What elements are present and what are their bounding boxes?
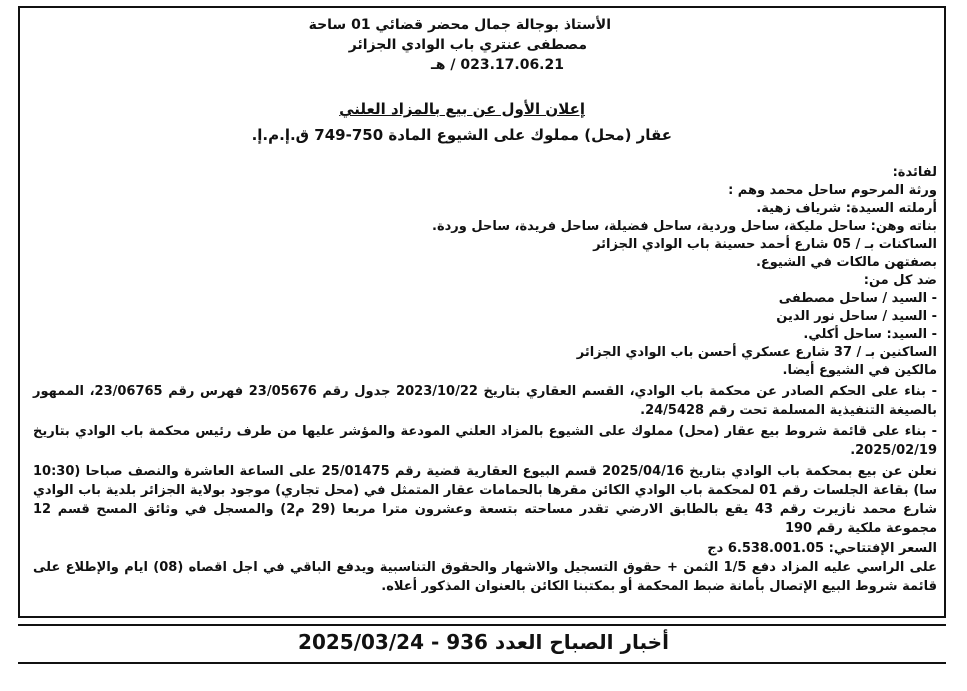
footer-rule-bottom bbox=[18, 662, 946, 664]
defendant-2: - السيد / ساحل نور الدين bbox=[776, 309, 937, 324]
residence-line-2: الساكنين بـ / 37 شارع عسكري أحسن باب الوادي الجزائر bbox=[576, 345, 937, 360]
residence-line-1: الساكنات بـ / 05 شارع أحمد حسينة باب الوادي الجزائر bbox=[593, 237, 937, 252]
defendant-3: - السيد: ساحل أكلي. bbox=[803, 327, 937, 342]
announcement-paragraph: نعلن عن بيع بمحكمة باب الوادي بتاريخ 2025/04/16 قسم البيوع العقارية قضية رقم 25/01475 على الساعة العاشرة والنصف صباحا (10:30 سا) بقاعة الجلسات رقم 01 لمحكمة باب الوادي الكائن مقرها بالحمامات عقار المتمثل في (محل تجاري) موجود بولاية الجزائر بلدية باب الوادي شارع محمد نازيرت رقم 43 يقع بالطابق الارضي تقدر مساحته بتسعة وعشرون مترا مربعا (29 م2) والمسجل في وثائق المسح قسم 12 مجموعة ملكية رقم 190 bbox=[33, 464, 938, 536]
daughters-line: بناته وهن: ساحل مليكة، ساحل وردية، ساحل فضيلة، ساحل فريدة، ساحل وردة. bbox=[432, 219, 937, 234]
publication-footer: أخبار الصباح العدد 936 - 2025/03/24 bbox=[298, 630, 669, 654]
payment-paragraph: على الراسي عليه المزاد دفع 1/5 الثمن + حقوق التسجيل والاشهار والحقوق التناسبية ويدفع الباقي في اجل اقصاه (08) ايام والإطلاع على قائمة شروط البيع الإتصال بأمانة ضبط المحكمة أو بمكتبنا الكائن بالعنوان المذكور أعلاه. bbox=[33, 560, 937, 594]
notice-subtitle: عقار (محل) مملوك على الشيوع المادة 750-749 ق.إ.م.إ. bbox=[251, 126, 672, 144]
footer-rule-top bbox=[18, 624, 946, 626]
widow-line: أرملته السيدة: شرياف زهية. bbox=[756, 201, 937, 216]
judgment-paragraph: - بناء على الحكم الصادر عن محكمة باب الوادي، القسم العقاري بتاريخ 2023/10/22 جدول رقم 23/05676 فهرس رقم 23/06765، الممهور بالصيغة التنفيذية المسلمة تحت رقم 24/5428. bbox=[33, 384, 937, 418]
owners-line-1: بصفتهن مالكات في الشيوع. bbox=[755, 255, 937, 270]
header-line-3: 023.17.06.21 / هـ bbox=[431, 57, 564, 73]
heirs-line: ورثة المرحوم ساحل محمد وهم : bbox=[728, 183, 937, 198]
owners-line-2: مالكين في الشيوع أيضا. bbox=[782, 363, 937, 378]
defendant-1: - السيد / ساحل مصطفى bbox=[778, 291, 937, 306]
header-line-2: مصطفى عنتري باب الوادي الجزائر bbox=[348, 37, 587, 53]
against-label: ضد كل من: bbox=[863, 273, 937, 288]
header-line-1: الأستاذ بوجالة جمال محضر قضائي 01 ساحة bbox=[308, 17, 611, 33]
opening-price: السعر الإفتتاحي: 6.538.001.05 دج bbox=[707, 541, 937, 556]
for-label: لفائدة: bbox=[892, 165, 937, 180]
conditions-paragraph: - بناء على قائمة شروط بيع عقار (محل) مملوك على الشيوع بالمزاد العلني المودعة والمؤشر عليها من طرف رئيس محكمة باب الوادي بتاريخ 2025/02/19. bbox=[33, 424, 937, 458]
notice-title: إعلان الأول عن بيع بالمزاد العلني bbox=[339, 100, 585, 118]
